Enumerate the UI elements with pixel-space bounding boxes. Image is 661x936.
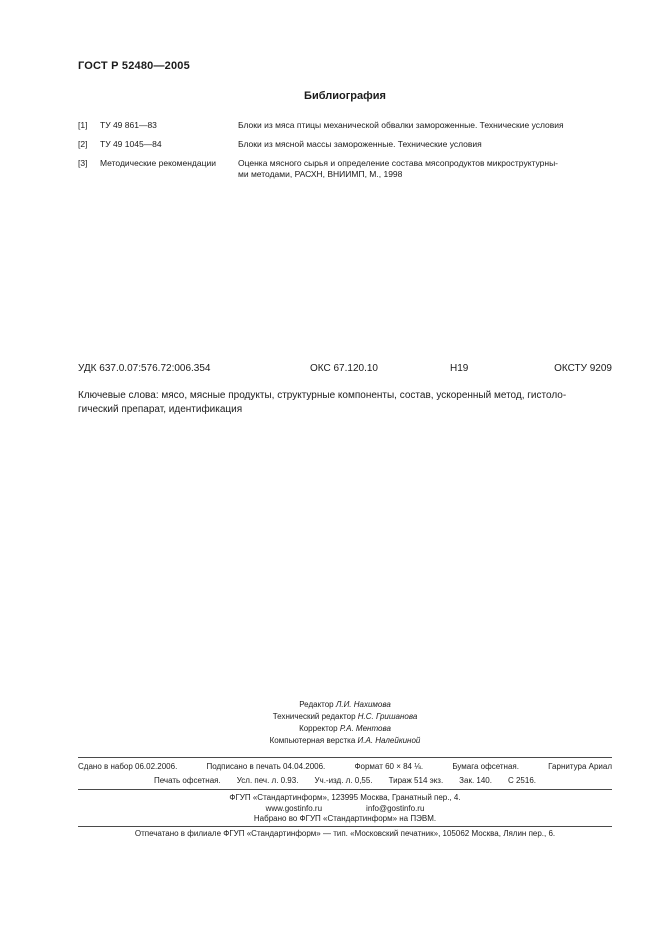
oks-code: ОКС 67.120.10 (310, 363, 378, 374)
print-info-line-1 (78, 762, 612, 771)
print-info-line-2 (78, 776, 612, 785)
print-info-segment: Усл. печ. л. 0.93. (236, 776, 299, 785)
corrector-label: Корректор (299, 724, 338, 733)
print-info-segment: Печать офсетная. (154, 776, 221, 785)
print-info-segment: Бумага офсетная. (452, 762, 519, 771)
entry-description: Блоки из мяса птицы механической обвалки замороженные. Технические условия (238, 120, 564, 130)
entry-ref: [1] (78, 120, 88, 130)
bibliography-entry (78, 120, 612, 131)
bibliography-entry (78, 139, 612, 150)
print-info-segment: Гарнитура Ариал (548, 762, 612, 771)
tech-editor-label: Технический редактор (272, 712, 356, 721)
keywords-paragraph (78, 389, 612, 417)
entry-description-line: ми методами, РАСХН, ВНИИМП, М., 1998 (238, 169, 403, 179)
publisher-contacts (78, 804, 612, 813)
publisher-website: www.gostinfo.ru (265, 804, 323, 813)
editor-label: Редактор (299, 700, 334, 709)
layout-line (78, 735, 612, 747)
colophon (78, 699, 612, 747)
entry-description: Блоки из мясной массы замороженные. Технические условия (238, 139, 482, 149)
bibliography-list (78, 120, 612, 188)
divider (78, 826, 612, 827)
publisher-address: ФГУП «Стандартинформ», 123995 Москва, Гранатный пер., 4. (229, 793, 461, 802)
entry-ref: [3] (78, 158, 88, 168)
okstu-code: ОКСТУ 9209 (554, 363, 612, 374)
print-info-segment: Подписано в печать 04.04.2006. (206, 762, 326, 771)
editor-line (78, 699, 612, 711)
entry-code: ТУ 49 861—83 (100, 120, 157, 130)
layout-label: Компьютерная верстка (269, 736, 356, 745)
print-info-segment: Тираж 514 экз. (388, 776, 444, 785)
layout-name: И.А. Налейкиной (357, 736, 421, 745)
print-info-segment: Сдано в набор 06.02.2006. (78, 762, 178, 771)
editor-name: Л.И. Нахимова (335, 700, 391, 709)
entry-ref: [2] (78, 139, 88, 149)
print-info-segment: Зак. 140. (459, 776, 492, 785)
entry-code: Методические рекомендации (100, 158, 216, 168)
keywords-line: гический препарат, идентификация (78, 404, 243, 415)
tech-editor-name: Н.С. Гришанова (357, 712, 418, 721)
print-info-segment: Формат 60 × 84 ⅛. (354, 762, 424, 771)
divider (78, 789, 612, 790)
divider (78, 757, 612, 758)
corrector-line (78, 723, 612, 735)
doc-number: ГОСТ Р 52480—2005 (78, 60, 190, 72)
tech-editor-line (78, 711, 612, 723)
bibliography-entry (78, 158, 612, 180)
udk-code: УДК 637.0.07:576.72:006.354 (78, 363, 211, 374)
keywords-line: Ключевые слова: мясо, мясные продукты, структурные компоненты, состав, ускоренный метод, гистоло- (78, 390, 567, 401)
print-info-segment: С 2516. (507, 776, 536, 785)
classification-codes-row (78, 363, 612, 377)
group-code: Н19 (450, 363, 469, 374)
entry-description (238, 158, 612, 180)
typeset-note: Набрано во ФГУП «Стандартинформ» на ПЭВМ. (253, 814, 437, 823)
printed-at-note: Отпечатано в филиале ФГУП «Стандартинформ» — тип. «Московский печатник», 105062 Москва, Лялин пер., 6. (134, 829, 556, 838)
publisher-email: info@gostinfo.ru (366, 804, 425, 813)
entry-code: ТУ 49 1045—84 (100, 139, 162, 149)
bibliography-title: Библиография (304, 90, 386, 102)
print-info-segment: Уч.-изд. л. 0,55. (314, 776, 373, 785)
entry-description-line: Оценка мясного сырья и определение состава мясопродуктов микроструктурны- (238, 158, 559, 168)
corrector-name: Р.А. Ментова (339, 724, 391, 733)
